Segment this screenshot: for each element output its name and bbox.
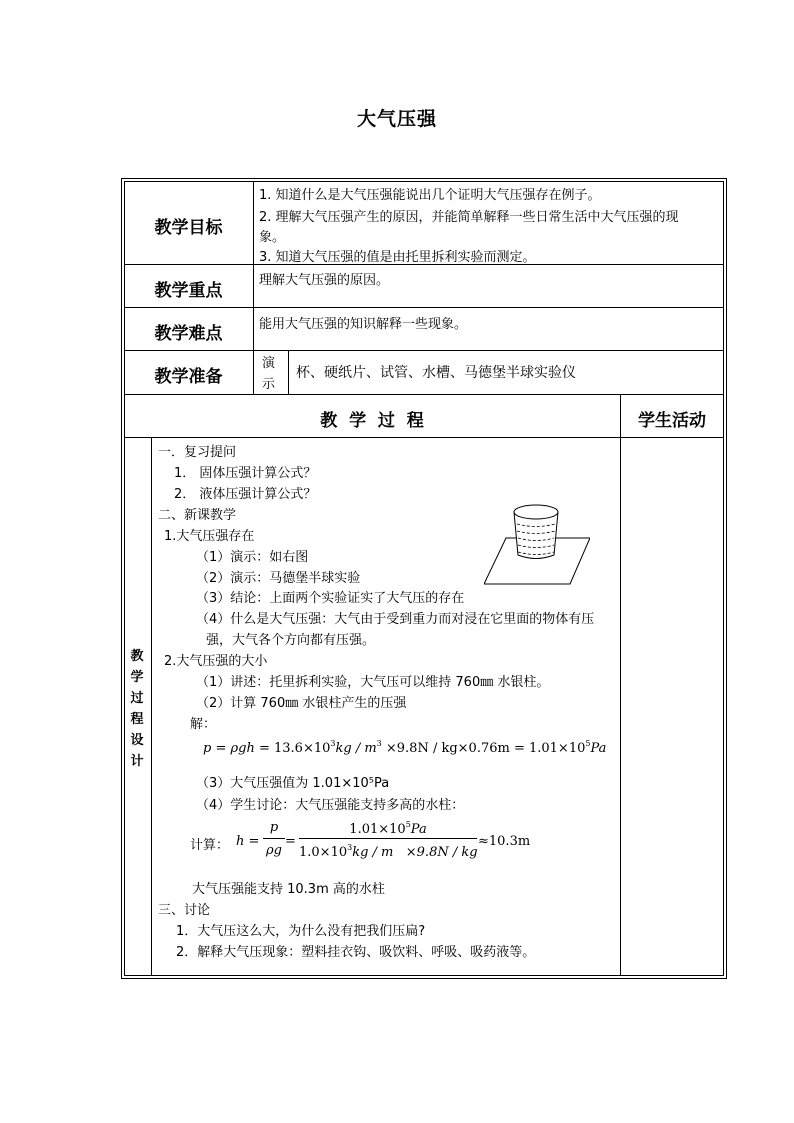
formula-unit: kg / m xyxy=(335,741,377,756)
goal-item: 3. 知道大气压强的值是由托里拆利实验而测定。 xyxy=(259,250,536,265)
side-label xyxy=(129,646,145,772)
fraction-numerator xyxy=(299,820,477,837)
goal-item: 2. 理解大气压强产生的原因，并能简单解释一些日常生活中大气压强的现 xyxy=(259,210,679,225)
process-line: 一．复习提问 xyxy=(158,445,237,460)
process-line: （3）大气压强值为 1.01×10⁵Pa xyxy=(196,776,390,791)
process-line: 2．解释大气压现象：塑料挂衣钩、吸饮料、呼吸、吸药液等。 xyxy=(176,945,536,960)
column-divider xyxy=(620,394,621,976)
process-line: 解： xyxy=(190,717,217,732)
side-label-char: 过 xyxy=(130,691,144,706)
fraction-bar xyxy=(299,838,477,839)
process-line: 二、新课教学 xyxy=(158,508,237,523)
prep-sub-label: 演 xyxy=(262,356,276,371)
prep-label: 教学准备 xyxy=(154,367,223,387)
formula-unit: kg / m ×9.8N / kg xyxy=(352,845,478,860)
formula-part: ≈10.3m xyxy=(478,834,531,849)
formula-exponent: 5 xyxy=(585,739,591,748)
process-line: （4）什么是大气压强：大气由于受到重力而对浸在它里面的物体有压 xyxy=(196,612,595,627)
process-line: 计算： xyxy=(190,838,230,853)
column-divider xyxy=(151,437,152,976)
process-line: （2）计算 760㎜ 水银柱产生的压强 xyxy=(196,696,407,711)
row-divider xyxy=(124,437,724,438)
fraction-denominator xyxy=(263,843,285,858)
side-label-char: 计 xyxy=(130,754,144,769)
process-line: （4）学生讨论：大气压强能支持多高的水柱： xyxy=(196,798,465,813)
formula-part: = 13.6×10 xyxy=(254,741,331,756)
side-label-char: 教 xyxy=(130,649,144,664)
process-line: （1）演示：如右图 xyxy=(196,550,309,565)
focus-label: 教学重点 xyxy=(154,281,223,301)
fraction-denominator xyxy=(299,843,477,860)
process-line: （2）演示：马德堡半球实验 xyxy=(196,571,361,586)
process-line: （1）讲述：托里拆利实验，大气压可以维持 760㎜ 水银柱。 xyxy=(196,675,550,690)
side-label-char: 学 xyxy=(130,670,144,685)
column-divider xyxy=(288,350,289,394)
formula-part: ×9.8N / kg×0.76m = 1.01×10 xyxy=(381,741,586,756)
process-line: 1． 固体压强计算公式？ xyxy=(174,466,317,481)
process-line: 强，大气各个方向都有压强。 xyxy=(206,633,376,648)
cup-top xyxy=(514,505,558,519)
formula-part: = xyxy=(211,741,231,756)
page-title: 大气压强 xyxy=(356,108,437,130)
formula-unit: Pa xyxy=(590,741,607,756)
goal-item: 1. 知道什么是大气压强能说出几个证明大气压强存在例子。 xyxy=(259,188,601,203)
process-line: 三、讨论 xyxy=(158,903,211,918)
formula-part: 1.0×10 xyxy=(299,845,348,860)
formula-symbol: h xyxy=(236,834,245,849)
process-line: 大气压强能支持 10.3m 高的水柱 xyxy=(192,882,385,897)
formula-part: = xyxy=(285,834,296,849)
process-line: 2． 液体压强计算公式？ xyxy=(174,487,317,502)
formula-symbol: p xyxy=(269,820,279,835)
column-divider xyxy=(253,181,254,394)
prep-sub-label: 示 xyxy=(262,377,276,392)
formula-part: = xyxy=(244,834,260,849)
process-line: 1.大气压强存在 xyxy=(164,529,255,544)
difficulty-text: 能用大气压强的知识解释一些现象。 xyxy=(259,317,468,332)
goals-label: 教学目标 xyxy=(154,218,223,238)
formula-height-lhs xyxy=(236,834,259,849)
prep-text: 杯、硬纸片、试管、水槽、马德堡半球实验仪 xyxy=(296,365,576,381)
process-line: 1．大气压这么大，为什么没有把我们压扁? xyxy=(176,924,426,939)
formula-symbol: ρgh xyxy=(230,741,255,756)
formula-exponent: 3 xyxy=(330,739,336,748)
formula-exponent: 3 xyxy=(347,843,353,852)
cup-experiment-illustration xyxy=(484,500,590,588)
fraction-bar xyxy=(263,838,285,839)
focus-text: 理解大气压强的原因。 xyxy=(259,273,390,288)
fraction-numerator xyxy=(263,820,285,835)
formula-unit: Pa xyxy=(410,822,427,837)
side-label-char: 程 xyxy=(130,712,144,727)
formula-symbol: p xyxy=(203,741,212,756)
student-activity-header: 学生活动 xyxy=(638,411,706,431)
formula-exponent: 3 xyxy=(376,739,382,748)
row-divider xyxy=(124,307,724,308)
row-divider xyxy=(124,394,724,395)
process-line: 2.大气压强的大小 xyxy=(164,654,268,669)
process-line: （3）结论：上面两个实验证实了大气压的存在 xyxy=(196,591,465,606)
formula-exponent: 5 xyxy=(405,820,411,829)
formula-pressure xyxy=(203,739,606,756)
difficulty-label: 教学难点 xyxy=(154,324,223,344)
formula-symbol: ρg xyxy=(266,843,282,858)
process-header: 教 学 过 程 xyxy=(320,411,424,431)
formula-part: 1.01×10 xyxy=(349,822,406,837)
goal-item: 象。 xyxy=(259,230,286,245)
side-label-char: 设 xyxy=(130,733,144,748)
row-divider xyxy=(124,350,724,351)
